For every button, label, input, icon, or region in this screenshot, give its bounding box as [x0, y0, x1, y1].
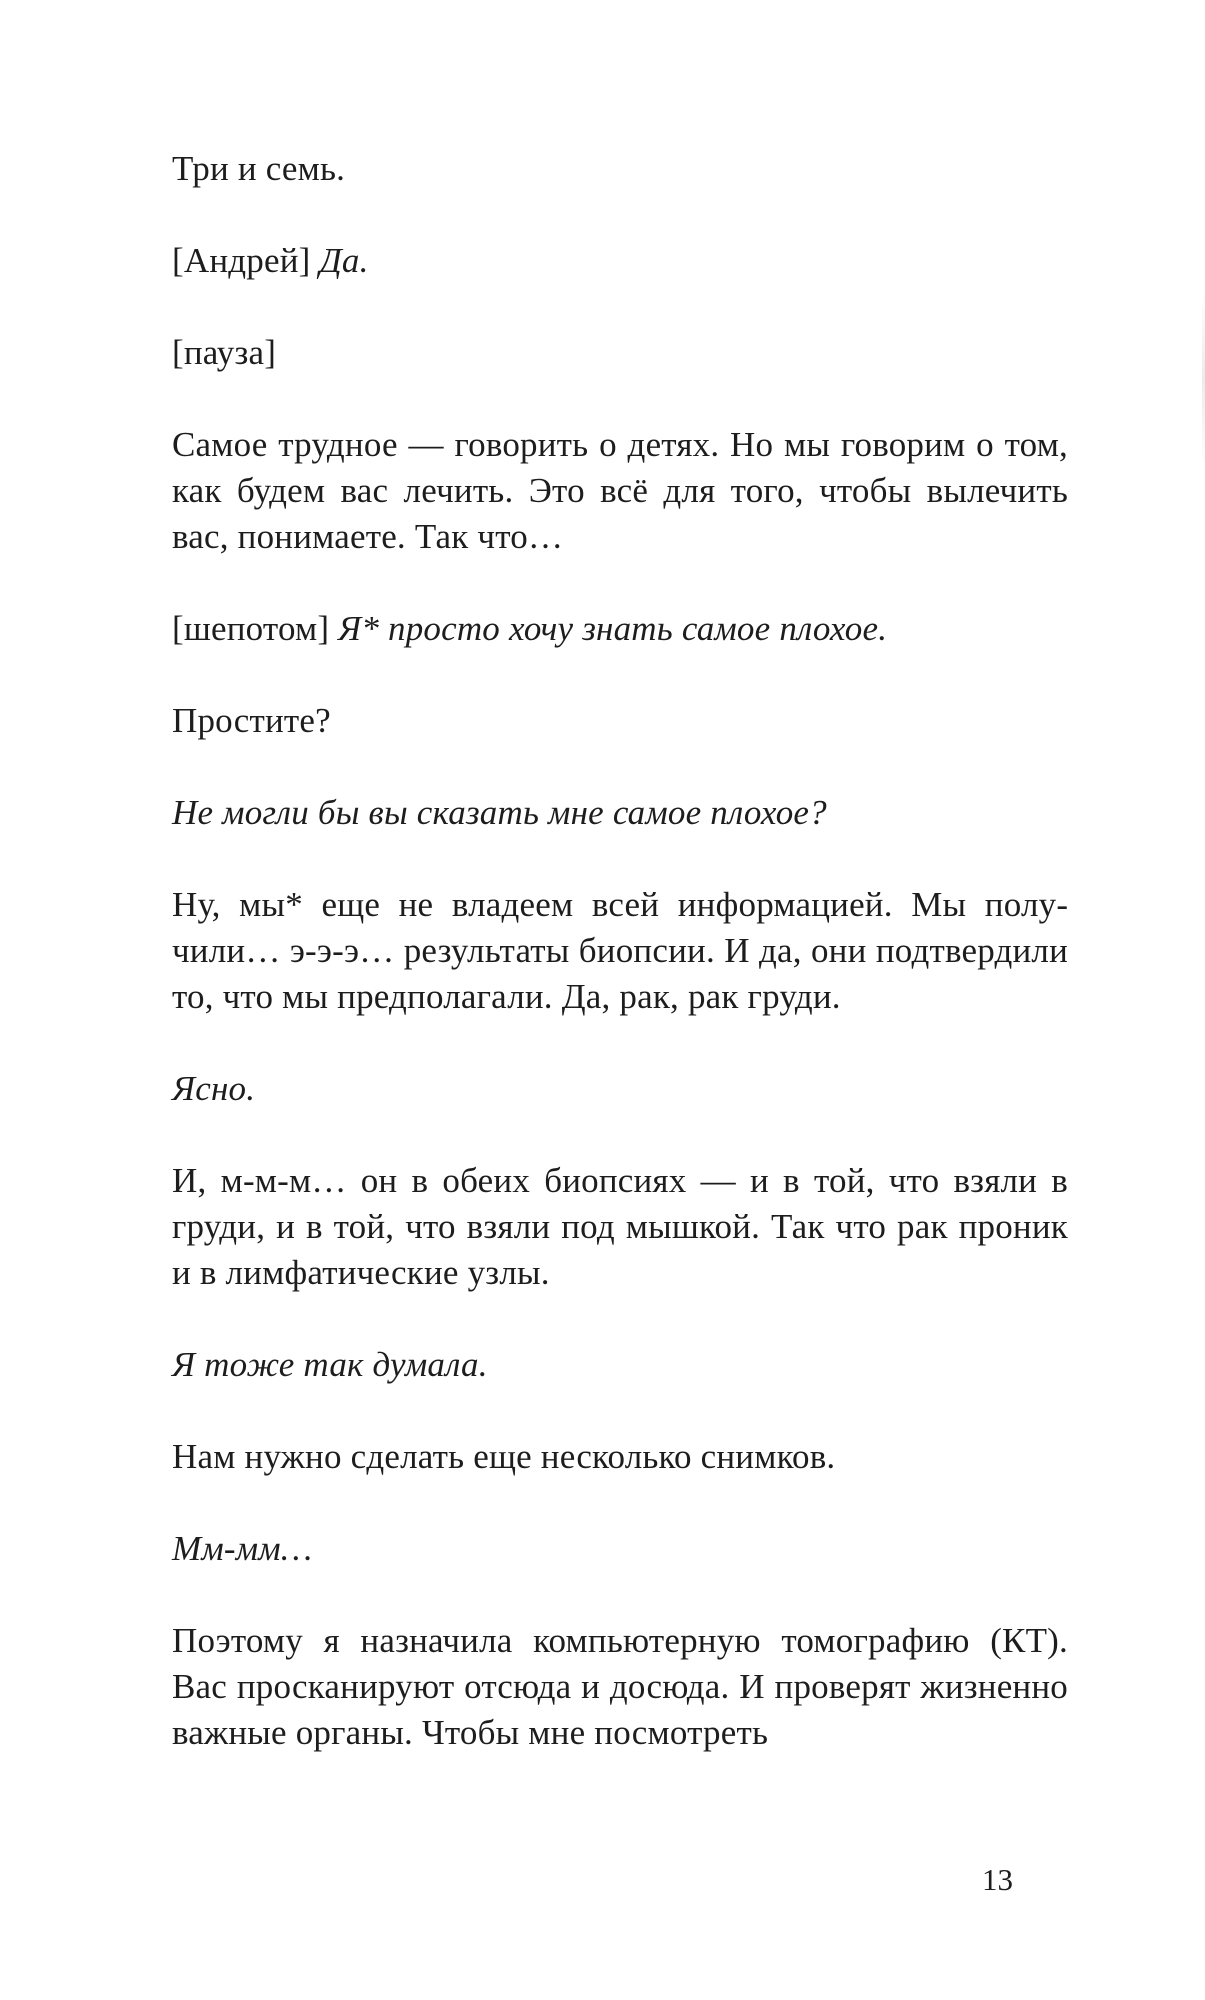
paragraph: Ну, мы* еще не владеем всей информацией. Мы получили… э-э-э… результаты биопсии. И да, они подтвердили то, что мы предполагали. Да, рак, рак груди.	[172, 885, 1068, 1016]
paragraph: Не могли бы вы сказать мне самое плохое?	[172, 793, 827, 832]
paragraph: Три и семь.	[172, 149, 346, 188]
paragraph: Поэтому я назначила компьютерную томографию (КТ). Вас просканируют отсюда и досюда. И проверят жизненно важные органы. Чтобы мне посмотреть	[172, 1621, 1068, 1752]
italic-line: Я* просто хочу знать самое плохое.	[338, 609, 888, 648]
paragraph	[172, 238, 1068, 284]
italic-line: Да.	[319, 241, 369, 280]
paragraph: Я тоже так думала.	[172, 1345, 488, 1384]
page-number: 13	[982, 1862, 1013, 1897]
speaker-note: [шепотом]	[172, 609, 330, 648]
paragraph: Ясно.	[172, 1069, 256, 1108]
paragraph: Самое трудное — говорить о детях. Но мы говорим о том, как будем вас лечить. Это всё для того, чтобы вылечить вас, понимаете. Так что…	[172, 425, 1068, 556]
paragraph: Нам нужно сделать еще несколько снимков.	[172, 1437, 836, 1476]
paragraph: И, м-м-м… он в обеих биопсиях — и в той, что взяли в груди, и в той, что взяли под мышкой. Так что рак проник и в лимфатические узлы.	[172, 1161, 1068, 1292]
paragraph: Простите?	[172, 701, 331, 740]
page-text	[172, 146, 1068, 1802]
paragraph: Мм-мм…	[172, 1529, 313, 1568]
paragraph	[172, 606, 1068, 652]
paragraph: [пауза]	[172, 333, 277, 372]
speaker-note: [Андрей]	[172, 241, 311, 280]
